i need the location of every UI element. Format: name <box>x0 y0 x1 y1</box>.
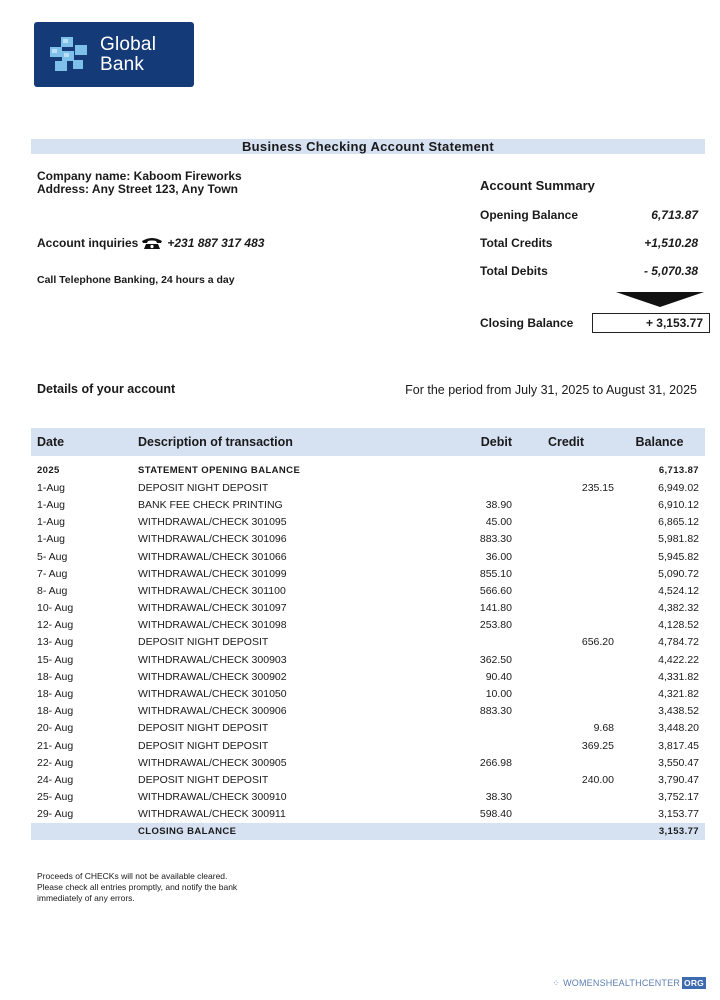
table-row <box>31 668 705 685</box>
cell-balance: 3,790.47 <box>658 773 699 786</box>
cell-description: DEPOSIT NIGHT DEPOSIT <box>138 739 269 752</box>
cell-description: WITHDRAWAL/CHECK 301050 <box>138 688 287 701</box>
cell-date: 7- Aug <box>37 567 68 580</box>
cell-date: 1-Aug <box>37 516 66 529</box>
cell-description: DEPOSIT NIGHT DEPOSIT <box>138 636 269 649</box>
opening-balance-table-row <box>31 462 705 479</box>
cell-description: BANK FEE CHECK PRINTING <box>138 498 283 511</box>
table-row <box>31 531 705 548</box>
cell-debit: 45.00 <box>485 516 512 529</box>
cell-debit <box>414 634 512 651</box>
bank-logo-icon <box>46 35 92 75</box>
availability-note: Proceeds of CHECKs will not be available cleared. Please check all entries promptly, and notify the bank immediately of any errors. <box>37 871 238 903</box>
table-row <box>31 771 705 788</box>
cell-balance: 5,945.82 <box>658 550 699 563</box>
footer-tld: ORG <box>684 978 704 988</box>
closing-balance-table-row <box>31 823 705 840</box>
cell-description: DEPOSIT NIGHT DEPOSIT <box>138 481 269 494</box>
total-credits-row <box>480 236 698 250</box>
cell-date: 18- Aug <box>37 705 74 718</box>
cell-credit <box>512 685 614 702</box>
cell-date: 8- Aug <box>37 584 68 597</box>
cell-credit <box>512 565 614 582</box>
cell-date: 12- Aug <box>37 619 74 632</box>
cell-balance: 4,524.12 <box>658 584 699 597</box>
opening-balance-value: 6,713.87 <box>651 208 698 222</box>
opening-balance-row <box>480 208 698 222</box>
closing-balance-value: + 3,153.77 <box>592 313 710 333</box>
cell-date: 18- Aug <box>37 670 74 683</box>
bank-name-line1: Global <box>100 33 157 55</box>
cell-credit <box>512 651 614 668</box>
cell-debit: 598.40 <box>479 808 512 821</box>
total-debits-value: - 5,070.38 <box>643 264 698 278</box>
cell-credit <box>512 668 614 685</box>
cell-balance: 3,448.20 <box>658 722 699 735</box>
opening-balance-label: Opening Balance <box>480 208 579 222</box>
cell-debit: 362.50 <box>479 653 512 666</box>
footer-site: WOMENSHEALTHCENTER <box>563 978 681 988</box>
cell-balance: 6,910.12 <box>658 498 699 511</box>
cell-balance: 5,090.72 <box>658 567 699 580</box>
cell-balance: 4,331.82 <box>658 670 699 683</box>
cell-balance: 4,784.72 <box>658 636 699 649</box>
cell-balance: 3,438.52 <box>658 705 699 718</box>
table-row <box>31 479 705 496</box>
cell-balance: 3,550.47 <box>658 756 699 769</box>
cell-debit <box>414 479 512 496</box>
opening-description: STATEMENT OPENING BALANCE <box>138 465 301 477</box>
cell-balance: 4,422.22 <box>658 653 699 666</box>
cell-credit <box>512 703 614 720</box>
cell-debit <box>414 771 512 788</box>
bank-name-line2: Bank <box>100 53 145 75</box>
table-row <box>31 617 705 634</box>
table-row <box>31 496 705 513</box>
cell-date: 25- Aug <box>37 791 74 804</box>
cell-description: DEPOSIT NIGHT DEPOSIT <box>138 773 269 786</box>
cell-description: WITHDRAWAL/CHECK 300903 <box>138 653 287 666</box>
inquiries-label: Account inquiries <box>37 236 139 250</box>
cell-credit: 369.25 <box>581 739 614 752</box>
table-row <box>31 685 705 702</box>
closing-description: CLOSING BALANCE <box>132 823 414 840</box>
cell-debit <box>414 737 512 754</box>
cell-date: 10- Aug <box>37 602 74 615</box>
cell-description: WITHDRAWAL/CHECK 300911 <box>138 808 286 821</box>
closing-balance-label: Closing Balance <box>480 316 574 330</box>
cell-date: 1-Aug <box>37 498 66 511</box>
table-row <box>31 806 705 823</box>
bank-logo <box>34 22 194 87</box>
cell-credit <box>512 514 614 531</box>
opening-year: 2025 <box>37 465 60 477</box>
cell-debit: 38.30 <box>485 791 512 804</box>
cell-description: WITHDRAWAL/CHECK 300906 <box>138 705 287 718</box>
account-summary-title: Account Summary <box>480 178 595 193</box>
cell-credit <box>512 531 614 548</box>
cell-debit: 36.00 <box>485 550 512 563</box>
statement-title: Business Checking Account Statement <box>31 139 705 154</box>
cell-credit <box>512 806 614 823</box>
cell-credit <box>512 582 614 599</box>
table-row <box>31 789 705 806</box>
cell-debit: 266.98 <box>479 756 512 769</box>
cell-credit: 240.00 <box>581 773 614 786</box>
phone-number: +231 887 317 483 <box>167 236 265 250</box>
company-address: Address: Any Street 123, Any Town <box>37 182 238 196</box>
cell-description: WITHDRAWAL/CHECK 301099 <box>138 567 287 580</box>
header-date: Date <box>31 428 132 456</box>
telephone-icon <box>141 237 163 250</box>
footer-watermark <box>552 977 706 989</box>
down-arrow-icon <box>616 292 704 307</box>
cell-date: 1-Aug <box>37 481 66 494</box>
table-row <box>31 565 705 582</box>
table-row <box>31 720 705 737</box>
cell-debit: 10.00 <box>485 688 512 701</box>
closing-balance-amount: 3,153.77 <box>614 823 705 840</box>
cell-date: 18- Aug <box>37 688 74 701</box>
cell-description: WITHDRAWAL/CHECK 300905 <box>138 756 287 769</box>
cell-debit: 883.30 <box>479 705 512 718</box>
table-row <box>31 703 705 720</box>
cell-debit: 141.80 <box>479 602 512 615</box>
details-heading: Details of your account <box>37 382 176 396</box>
cell-date: 21- Aug <box>37 739 74 752</box>
dots-icon: ⁘ <box>552 977 561 988</box>
cell-debit: 253.80 <box>479 619 512 632</box>
cell-debit: 38.90 <box>485 498 512 511</box>
cell-credit <box>512 496 614 513</box>
cell-debit <box>414 720 512 737</box>
cell-credit <box>512 754 614 771</box>
cell-description: WITHDRAWAL/CHECK 301096 <box>138 533 287 546</box>
cell-credit <box>512 789 614 806</box>
cell-balance: 4,128.52 <box>658 619 699 632</box>
cell-credit: 9.68 <box>593 722 614 735</box>
cell-balance: 6,865.12 <box>658 516 699 529</box>
header-balance: Balance <box>614 428 705 456</box>
cell-description: WITHDRAWAL/CHECK 300902 <box>138 670 287 683</box>
telephone-banking-note: Call Telephone Banking, 24 hours a day <box>37 274 235 286</box>
cell-credit: 235.15 <box>581 481 614 494</box>
cell-balance: 3,817.45 <box>658 739 699 752</box>
cell-description: DEPOSIT NIGHT DEPOSIT <box>138 722 269 735</box>
table-row <box>31 582 705 599</box>
statement-period: For the period from July 31, 2025 to August 31, 2025 <box>405 383 697 397</box>
cell-credit: 656.20 <box>581 636 614 649</box>
table-row <box>31 548 705 565</box>
cell-date: 22- Aug <box>37 756 74 769</box>
cell-date: 29- Aug <box>37 808 74 821</box>
table-header-row <box>31 428 705 456</box>
cell-balance: 4,382.32 <box>658 602 699 615</box>
opening-balance-amount: 6,713.87 <box>658 465 699 477</box>
account-inquiries <box>37 236 264 250</box>
cell-balance: 5,981.82 <box>658 533 699 546</box>
company-name: Company name: Kaboom Fireworks <box>37 169 242 183</box>
cell-date: 1-Aug <box>37 533 66 546</box>
cell-description: WITHDRAWAL/CHECK 301100 <box>138 584 286 597</box>
cell-debit: 566.60 <box>479 584 512 597</box>
cell-date: 13- Aug <box>37 636 74 649</box>
total-debits-label: Total Debits <box>480 264 548 278</box>
cell-description: WITHDRAWAL/CHECK 301098 <box>138 619 287 632</box>
cell-credit <box>512 548 614 565</box>
cell-balance: 6,949.02 <box>658 481 699 494</box>
cell-description: WITHDRAWAL/CHECK 301095 <box>138 516 287 529</box>
cell-balance: 3,752.17 <box>658 791 699 804</box>
total-debits-row <box>480 264 698 278</box>
table-row <box>31 514 705 531</box>
total-credits-value: +1,510.28 <box>644 236 698 250</box>
cell-description: WITHDRAWAL/CHECK 301097 <box>138 602 287 615</box>
cell-credit <box>512 617 614 634</box>
cell-credit <box>512 600 614 617</box>
table-row <box>31 754 705 771</box>
table-row <box>31 651 705 668</box>
cell-debit: 883.30 <box>479 533 512 546</box>
cell-description: WITHDRAWAL/CHECK 300910 <box>138 791 287 804</box>
header-debit: Debit <box>414 428 512 456</box>
cell-balance: 3,153.77 <box>658 808 699 821</box>
cell-debit: 90.40 <box>485 670 512 683</box>
cell-balance: 4,321.82 <box>658 688 699 701</box>
cell-debit: 855.10 <box>479 567 512 580</box>
cell-date: 15- Aug <box>37 653 74 666</box>
transactions-table <box>31 428 705 840</box>
header-description: Description of transaction <box>132 428 414 456</box>
cell-description: WITHDRAWAL/CHECK 301066 <box>138 550 287 563</box>
cell-date: 5- Aug <box>37 550 68 563</box>
company-info <box>37 170 242 196</box>
cell-date: 24- Aug <box>37 773 74 786</box>
cell-date: 20- Aug <box>37 722 74 735</box>
total-credits-label: Total Credits <box>480 236 553 250</box>
header-credit: Credit <box>512 428 614 456</box>
table-row <box>31 634 705 651</box>
table-row <box>31 600 705 617</box>
table-row <box>31 737 705 754</box>
